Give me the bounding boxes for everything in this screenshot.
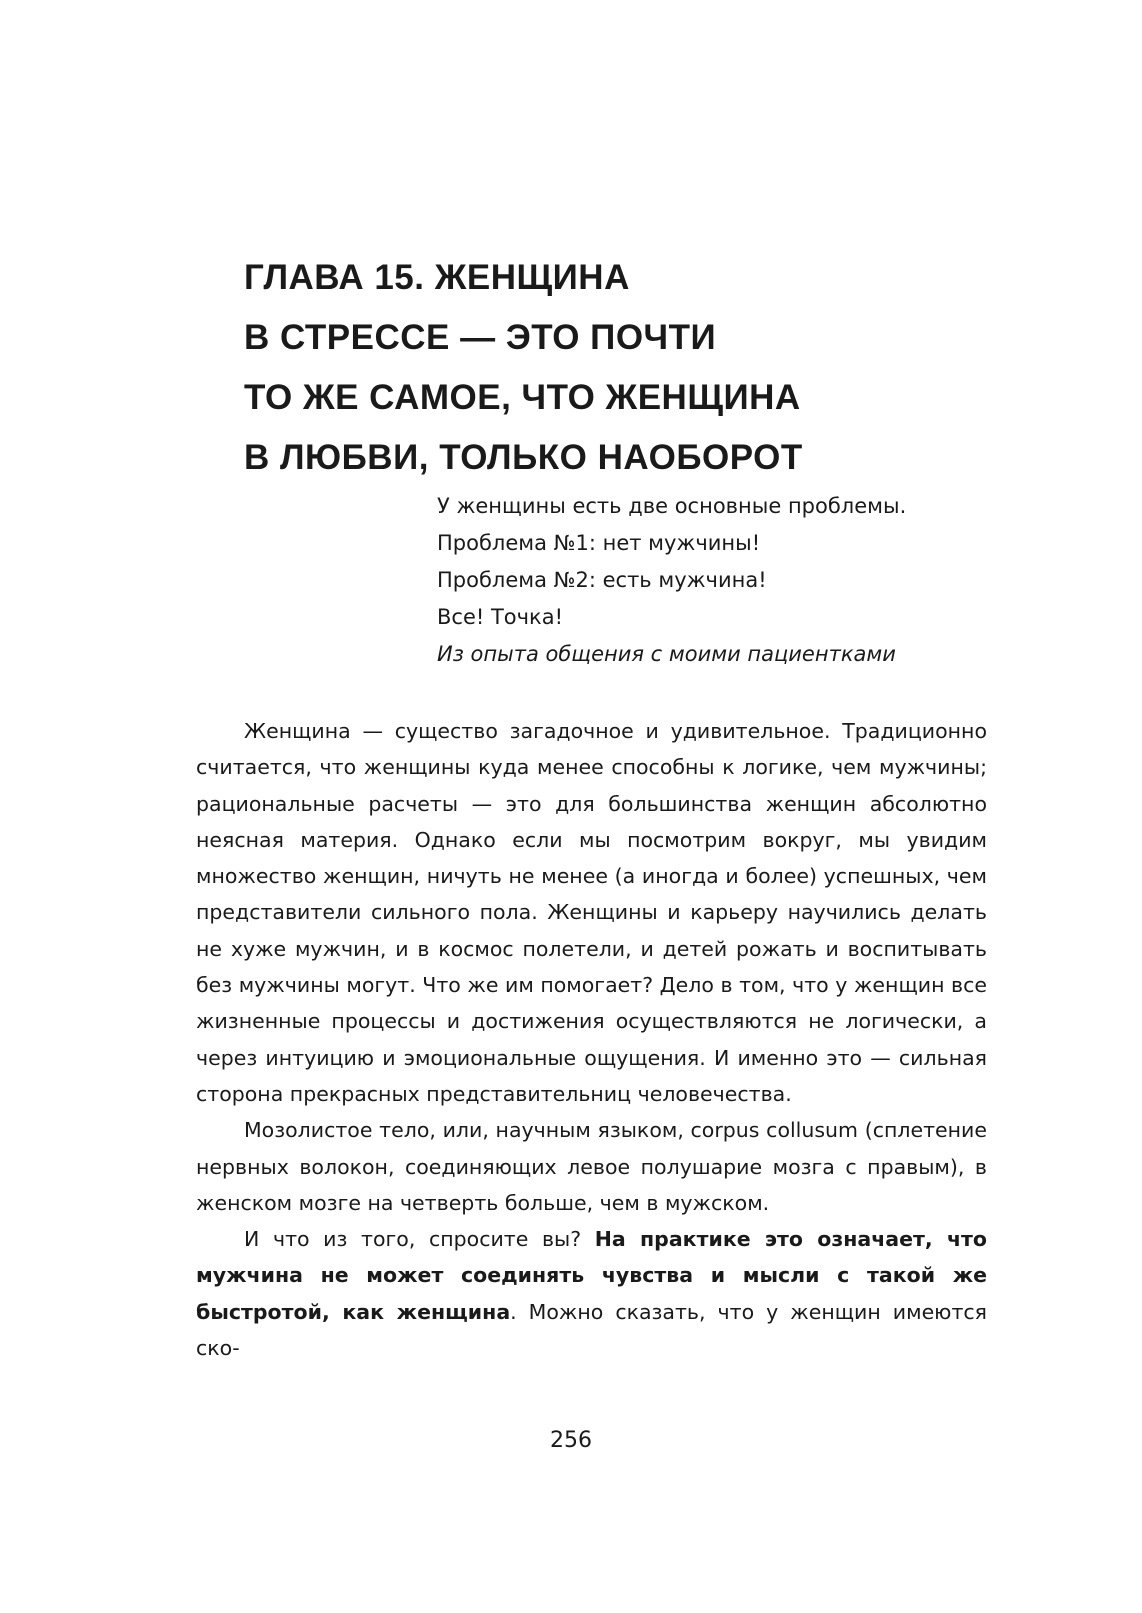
body-paragraph: Женщина — существо загадочное и удивительное. Традиционно считается, что женщины куда менее способны к логике, чем мужчины; рациональные расчеты — это для большинства женщин абсолютно неясная материя. Однако если мы посмотрим вокруг, мы увидим множество женщин, ничуть не менее (а иногда и более) успешных, чем представители сильного пола. Женщины и карьеру научились делать не хуже мужчин, и в космос полетели, и детей рожать и воспитывать без мужчины могут. Что же им помогает? Дело в том, что у женщин все жизненные процессы и достижения осуществляются не логически, а через интуицию и эмоциональные ощущения. И именно это — сильная сторона прекрасных представительниц человечества. [196,719,987,1106]
epigraph-line: У женщины есть две основные проблемы. [437,494,907,518]
chapter-title-line: ТО ЖЕ САМОЕ, ЧТО ЖЕНЩИНА [244,378,801,417]
body-paragraph: Мозолистое тело, или, научным языком, corpus collusum (сплетение нервных волокон, соединяющих левое полушарие мозга с правым), в женском мозге на четверть больше, чем в мужском. [196,1118,987,1215]
chapter-title [244,248,1004,488]
epigraph-line: Проблема №2: есть мужчина! [437,568,767,592]
paragraph-text: И что из того, спросите вы? [244,1227,595,1252]
epigraph-line: Все! Точка! [437,605,564,629]
chapter-title-line: В СТРЕССЕ — ЭТО ПОЧТИ [244,318,717,357]
epigraph-line: Проблема №1: нет мужчины! [437,531,761,555]
epigraph-source: Из опыта общения с моими пациентками [437,642,896,666]
chapter-title-line: В ЛЮБВИ, ТОЛЬКО НАОБОРОТ [244,438,803,477]
epigraph [437,488,1017,673]
body-text [196,713,987,1366]
paragraph-text: . Можно сказать, что у женщин имеются ско- [196,1299,987,1361]
page-number: 256 [550,1428,592,1453]
chapter-title-line: ГЛАВА 15. ЖЕНЩИНА [244,258,630,297]
body-paragraph [196,1221,987,1366]
bold-emphasis: На практике это означает, что мужчина не может соединять чувства и мысли с такой же быстротой, как женщина [196,1227,987,1324]
